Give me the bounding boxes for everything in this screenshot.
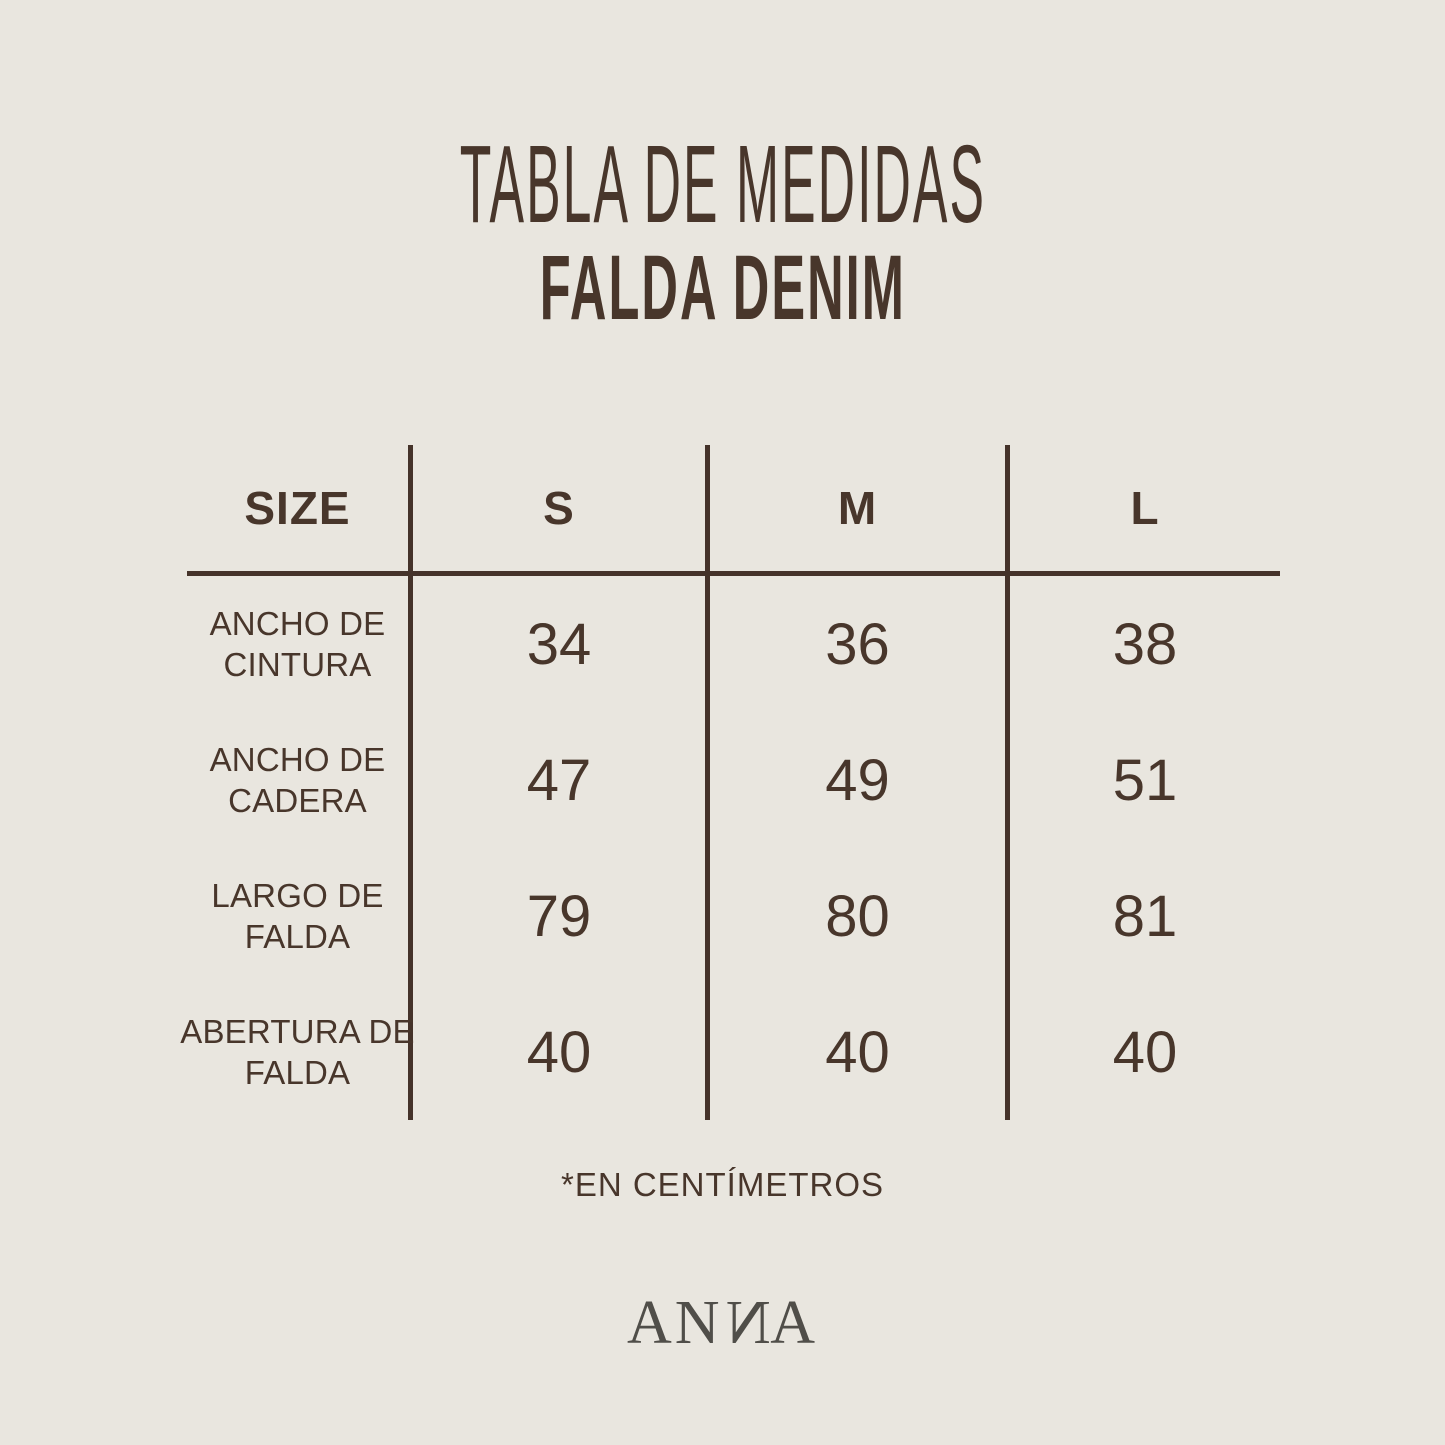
value-cintura-s: 34 bbox=[413, 576, 710, 712]
row-label: LARGO DE FALDA bbox=[211, 876, 384, 955]
value-abertura-l: 40 bbox=[1112, 1019, 1178, 1085]
measurements-table bbox=[180, 445, 1280, 1120]
brand-logo-pre: AN bbox=[626, 1289, 723, 1357]
page-subtitle bbox=[0, 237, 1445, 339]
column-header-s: S bbox=[413, 445, 710, 576]
value-abertura-m: 40 bbox=[710, 984, 1010, 1120]
brand-logo-post: A bbox=[770, 1289, 819, 1357]
brand-logo-reversed-n: N bbox=[722, 1289, 771, 1357]
value-cintura-l: 38 bbox=[1112, 611, 1178, 677]
units-note: *EN CENTÍMETROS bbox=[560, 1166, 885, 1203]
table-row-label-largo bbox=[187, 848, 413, 984]
title-block bbox=[0, 123, 1445, 339]
page-title bbox=[0, 123, 1445, 246]
value-cadera-m: 49 bbox=[710, 712, 1010, 848]
value-largo-m: 80 bbox=[710, 848, 1010, 984]
page-title-text: TABLA DE MEDIDAS bbox=[459, 123, 986, 246]
value-cintura-m: 36 bbox=[710, 576, 1010, 712]
value-largo-l: 81 bbox=[1112, 883, 1178, 949]
row-label: ANCHO DE CINTURA bbox=[209, 604, 386, 683]
row-label: ANCHO DE CADERA bbox=[209, 740, 386, 819]
column-header-size: SIZE bbox=[187, 445, 413, 576]
value-abertura-s: 40 bbox=[413, 984, 710, 1120]
table-row-label-cadera bbox=[187, 712, 413, 848]
column-header-l: L bbox=[1010, 445, 1280, 576]
brand-logo bbox=[0, 1288, 1445, 1359]
page-subtitle-text: FALDA DENIM bbox=[539, 237, 906, 339]
row-label: ABERTURA DE FALDA bbox=[180, 1012, 415, 1091]
value-largo-s: 79 bbox=[413, 848, 710, 984]
table-row-label-abertura bbox=[180, 984, 415, 1120]
column-header-m: M bbox=[710, 445, 1010, 576]
table-row-label-cintura bbox=[187, 576, 413, 712]
value-cadera-l: 51 bbox=[1112, 747, 1178, 813]
value-cadera-s: 47 bbox=[413, 712, 710, 848]
